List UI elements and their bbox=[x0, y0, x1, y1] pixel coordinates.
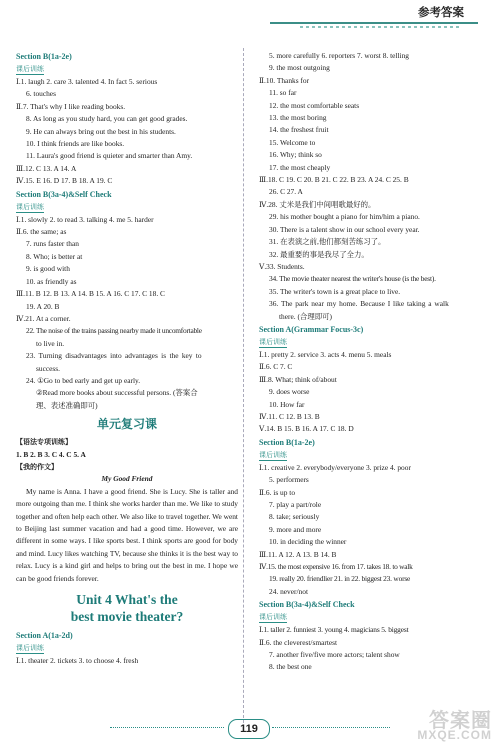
section-tag: 课后训练 bbox=[259, 450, 287, 459]
answer-line: Ⅴ.14. B 15. B 16. A 17. C 18. D bbox=[259, 424, 354, 434]
column-divider bbox=[243, 48, 244, 723]
unit-title-line2: best movie theater? bbox=[70, 609, 184, 625]
answer-line: Ⅳ.21. At a corner. bbox=[16, 313, 71, 323]
page-header bbox=[0, 0, 500, 46]
answer-line: 9. He can always bring out the best in his students. bbox=[26, 126, 176, 136]
answer-line: there. (合理即可) bbox=[279, 311, 332, 321]
left-column bbox=[16, 50, 238, 667]
page-number: 119 bbox=[228, 719, 270, 739]
answer-line: Ⅲ.18. C 19. C 20. B 21. C 22. B 23. A 24. C 25. B bbox=[259, 175, 409, 185]
answer-line: 13. the most boring bbox=[269, 113, 327, 123]
unit-title-line1: Unit 4 What's the bbox=[76, 592, 178, 608]
watermark-text: 答案圈 bbox=[429, 708, 492, 732]
answer-line: Ⅰ.1. slowly 2. to read 3. talking 4. me 5. harder bbox=[16, 214, 154, 224]
answer-line: Ⅰ.1. creative 2. everybody/everyone 3. prize 4. poor bbox=[259, 462, 411, 472]
header-rule bbox=[270, 22, 478, 24]
answer-line: 32. 最重要的事是我尽了全力。 bbox=[269, 249, 369, 259]
answer-line: Ⅰ.1. taller 2. funniest 3. young 4. magicians 5. biggest bbox=[259, 625, 409, 635]
answer-line: Ⅱ.6. the same; as bbox=[16, 227, 67, 237]
answer-line: 30. There is a talent show in our school every year. bbox=[269, 224, 420, 234]
answer-line: 31. 在表演之前,他们都刻苦练习了。 bbox=[269, 237, 386, 247]
answer-line: ②Read more books about successful persons. (答案合 bbox=[36, 388, 198, 398]
answer-line: Ⅲ.11. A 12. A 13. B 14. B bbox=[259, 549, 337, 559]
answer-line: 8. the best one bbox=[269, 662, 312, 672]
answer-line: Ⅲ.12. C 13. A 14. A bbox=[16, 163, 77, 173]
answer-line: 8. take; seriously bbox=[269, 512, 320, 522]
watermark-url: MXQE.COM bbox=[417, 728, 492, 742]
section-tag: 课后训练 bbox=[259, 337, 287, 346]
answer-line: 理、表述准确即可) bbox=[36, 400, 98, 410]
review-heading: 单元复习课 bbox=[96, 417, 157, 432]
answer-line: 7. runs faster than bbox=[26, 239, 79, 249]
section-title: Section A(Grammar Focus-3c) bbox=[259, 324, 364, 334]
answer-line: Ⅰ.1. theater 2. tickets 3. to choose 4. fresh bbox=[16, 656, 139, 666]
essay-title: My Good Friend bbox=[101, 474, 153, 484]
answer-line: 19. A 20. B bbox=[26, 301, 60, 311]
answer-line: 10. as friendly as bbox=[26, 276, 77, 286]
answer-line: 1. B 2. B 3. C 4. C 5. A bbox=[16, 449, 86, 459]
answer-line: 9. the most outgoing bbox=[269, 63, 330, 73]
answer-line: Ⅳ.28. 丈米是我们中间唱歌最好的。 bbox=[259, 199, 376, 209]
answer-line: 11. Laura's good friend is quieter and smarter than Amy. bbox=[26, 151, 193, 161]
footer-rule-left bbox=[110, 727, 224, 728]
answer-line: 14. the freshest fruit bbox=[269, 125, 329, 135]
section-title: Section B(3a-4)&Self Check bbox=[16, 189, 112, 199]
section-tag: 课后训练 bbox=[259, 613, 287, 622]
answer-line: 9. is good with bbox=[26, 264, 70, 274]
answer-line: Ⅳ.15. the most expensive 16. from 17. takes 18. to walk bbox=[259, 562, 413, 572]
answer-line: 29. his mother bought a piano for him/him a piano. bbox=[269, 212, 420, 222]
header-title: 参考答案 bbox=[418, 7, 464, 19]
answer-line: 15. Welcome to bbox=[269, 137, 316, 147]
grammar-label: 【语法专项训练】 bbox=[16, 438, 72, 447]
section-title: Section B(3a-4)&Self Check bbox=[259, 600, 355, 610]
answer-line: Ⅱ.10. Thanks for bbox=[259, 75, 310, 85]
section-tag: 课后训练 bbox=[16, 202, 44, 211]
answer-line: 7. another five/five more actors; talent show bbox=[269, 650, 400, 660]
answer-line: 22. The noise of the trains passing nearby made it uncomfortable bbox=[26, 326, 202, 336]
answer-line: Ⅱ.7. That's why I like reading books. bbox=[16, 101, 126, 111]
header-dotted-rule bbox=[300, 26, 460, 28]
right-column bbox=[259, 50, 485, 674]
section-tag: 课后训练 bbox=[16, 65, 44, 73]
answer-line: 10. How far bbox=[269, 399, 305, 409]
watermark-logo bbox=[404, 704, 492, 744]
answer-line: 8. As long as you study hard, you can get good grades. bbox=[26, 114, 188, 124]
answer-line: Ⅰ.1. laugh 2. care 3. talented 4. In fact 5. serious bbox=[16, 77, 158, 86]
answer-line: 24. ①Go to bed early and get up early. bbox=[26, 375, 141, 385]
answer-line: Ⅰ.1. pretty 2. service 3. acts 4. menu 5. meals bbox=[259, 349, 392, 359]
answer-line: 16. Why; think so bbox=[269, 150, 322, 160]
section-title: Section B(1a-2e) bbox=[16, 52, 72, 61]
answer-line: 36. The park near my home. Because I like taking a walk bbox=[269, 299, 449, 309]
answer-line: 24. never/not bbox=[269, 586, 308, 596]
page-footer bbox=[110, 718, 390, 738]
answer-line: Ⅱ.6. C 7. C bbox=[259, 362, 293, 372]
answer-line: 12. the most comfortable seats bbox=[269, 100, 360, 110]
answer-line: 34. The movie theater nearest the writer's house (is the best). bbox=[269, 274, 436, 284]
answer-line: 10. in deciding the winner bbox=[269, 537, 347, 547]
footer-rule-right bbox=[272, 727, 390, 728]
composition-label: 【我的作文】 bbox=[16, 462, 58, 471]
answer-line: 35. The writer's town is a great place to live. bbox=[269, 286, 401, 296]
answer-line: 8. Who; is better at bbox=[26, 251, 83, 261]
answer-line: 26. C 27. A bbox=[269, 187, 303, 197]
answer-line: 9. does worse bbox=[269, 387, 310, 397]
answer-line: 6. touches bbox=[26, 89, 56, 99]
answer-line: Ⅳ.11. C 12. B 13. B bbox=[259, 411, 320, 421]
answer-line: 7. play a part/role bbox=[269, 500, 322, 509]
essay-body: My name is Anna. I have a good friend. She is Lucy. She is taller and more outgoing than me. I think she works harder than me. We like to study together and often help each other. We also like to travel together. We went to Beijing last summer vacation and had a good time. However, we are different in some ways. I like sports best. I think sports are good for body and mind. Lucy likes watching TV, because she thinks it is the best way to relax. Lucy is a kind girl and helps to bring out the best in me. I hope we can be good friends forever. bbox=[16, 486, 238, 583]
answer-line: Ⅲ.11. B 12. B 13. A 14. B 15. A 16. C 17. C 18. C bbox=[16, 289, 165, 299]
answer-line: 5. more carefully 6. reporters 7. worst 8. telling bbox=[269, 51, 409, 60]
answer-line: 5. performers bbox=[269, 475, 309, 485]
answer-line: success. bbox=[36, 363, 61, 373]
answer-line: 10. I think friends are like books. bbox=[26, 139, 125, 149]
answer-line: 17. the most cheaply bbox=[269, 162, 331, 172]
answer-line: Ⅳ.15. E 16. D 17. B 18. A 19. C bbox=[16, 176, 113, 186]
answer-line: Ⅲ.8. What; think of/about bbox=[259, 374, 337, 384]
section-title: Section B(1a-2e) bbox=[259, 437, 315, 447]
section-tag: 课后训练 bbox=[16, 644, 44, 653]
answer-line: Ⅱ.6. the cleverest/smartest bbox=[259, 637, 338, 647]
answer-line: Ⅱ.6. is up to bbox=[259, 487, 296, 497]
answer-line: 9. more and more bbox=[269, 524, 322, 534]
answer-line: 23. Turning disadvantages into advantages is the key to bbox=[26, 351, 202, 361]
answer-line: Ⅴ.33. Students. bbox=[259, 261, 305, 271]
answer-line: 19. really 20. friendlier 21. in 22. biggest 23. worse bbox=[269, 574, 411, 584]
answer-line: to live in. bbox=[36, 338, 65, 348]
section-title: Section A(1a-2d) bbox=[16, 631, 73, 641]
answer-line: 11. so far bbox=[269, 88, 297, 98]
